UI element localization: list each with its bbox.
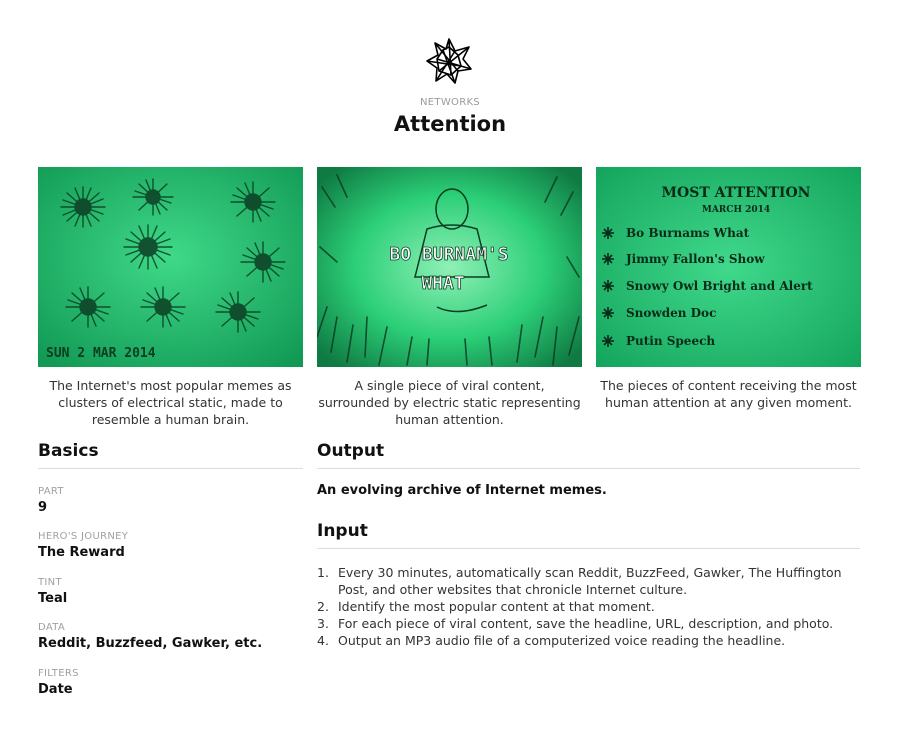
tint-value: Teal: [38, 591, 68, 606]
list-item: 2. Identify the most popular content at that moment.: [317, 599, 655, 614]
image-caption: The pieces of content receiving the most human attention at any given moment.: [600, 378, 857, 410]
art-list-item: Snowy Owl Bright and Alert: [626, 279, 813, 293]
basics-divider: [38, 468, 303, 469]
image-static-clusters: [38, 167, 303, 367]
data-label: DATA: [38, 622, 65, 633]
step-text: Output an MP3 audio file of a computerized voice reading the headline.: [338, 633, 786, 648]
step-text: Identify the most popular content at that moment.: [338, 599, 655, 614]
step-text: For each piece of viral content, save the headline, URL, description, and photo.: [338, 616, 834, 631]
art-list-item: Bo Burnams What: [626, 226, 750, 240]
image-caption: The Internet's most popular memes as clusters of electrical static, made to resemble a human brain.: [49, 378, 292, 427]
page-title: Attention: [393, 112, 507, 136]
basics-heading: Basics: [38, 441, 99, 461]
filters-label: FILTERS: [38, 668, 79, 679]
input-steps-list: [317, 564, 860, 649]
art-list-item: Putin Speech: [626, 334, 716, 348]
output-divider: [317, 468, 860, 469]
art-headline-line1: BO BURNAM'S: [389, 244, 509, 265]
filters-value: Date: [38, 682, 73, 697]
image-caption: A single piece of viral content, surrounded by electric static representing human attention.: [318, 378, 581, 427]
art-list-title: MOST ATTENTION: [661, 185, 811, 201]
input-heading: Input: [317, 521, 368, 541]
list-item: 4. Output an MP3 audio file of a computerized voice reading the headline.: [317, 633, 786, 648]
output-heading: Output: [317, 441, 385, 461]
tint-label: TINT: [38, 577, 62, 588]
heros-journey-value: The Reward: [38, 545, 125, 560]
art-list-item: Snowden Doc: [626, 306, 717, 320]
art-list-item: Jimmy Fallon's Show: [626, 252, 765, 266]
section-kicker: NETWORKS: [420, 97, 480, 108]
part-value: 9: [38, 500, 48, 515]
heros-journey-label: HERO'S JOURNEY: [38, 531, 129, 542]
part-label: PART: [38, 486, 64, 497]
art-list-subtitle: MARCH 2014: [701, 205, 771, 215]
step-text: Every 30 minutes, automatically scan Reddit, BuzzFeed, Gawker, The Huffington Post, and other websites that chronicle Internet culture.: [338, 565, 842, 597]
output-description: An evolving archive of Internet memes.: [317, 483, 607, 498]
art-date-label: SUN 2 MAR 2014: [46, 346, 156, 361]
input-divider: [317, 548, 860, 549]
list-item: 3. For each piece of viral content, save the headline, URL, description, and photo.: [317, 616, 834, 631]
data-value: Reddit, Buzzfeed, Gawker, etc.: [38, 636, 263, 651]
image-most-attention-list: [596, 167, 861, 367]
list-item: 1. Every 30 minutes, automatically scan Reddit, BuzzFeed, Gawker, The Huffington Post, and other websites that chronicle Internet culture.: [317, 565, 842, 597]
star-network-icon: [425, 37, 473, 85]
image-viral-content: [317, 167, 582, 367]
art-headline-line2: WHAT: [421, 273, 465, 294]
